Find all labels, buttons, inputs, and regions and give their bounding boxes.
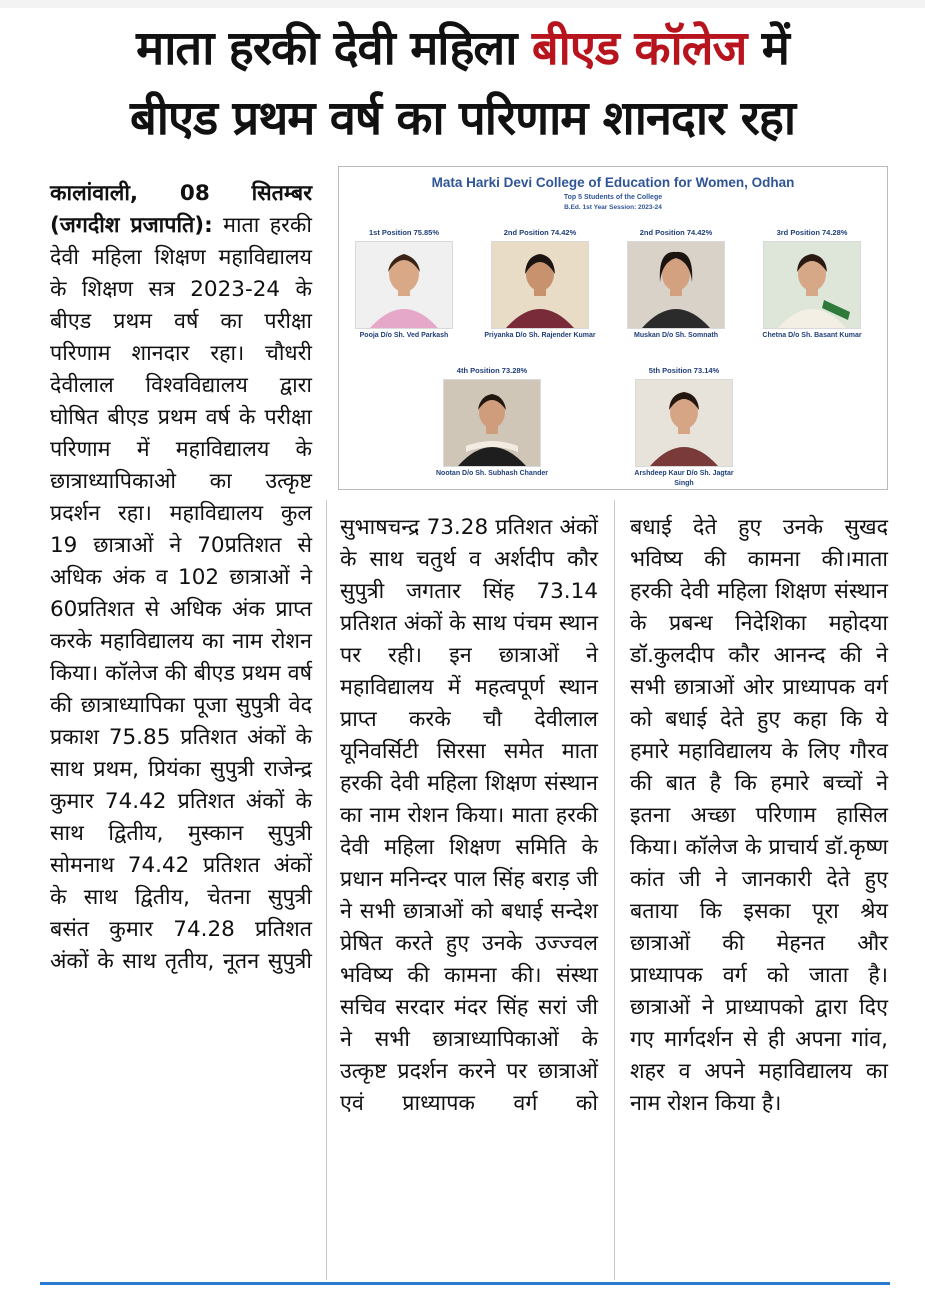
student-name: Nootan D/o Sh. Subhash Chander (435, 470, 548, 477)
photo-title: Mata Harki Devi College of Education for Women, Odhan (431, 175, 795, 190)
student-position: 4th Position 73.28% (456, 366, 528, 375)
student-position: 2nd Position 74.42% (639, 228, 713, 237)
student-card (625, 365, 743, 489)
student-photo (763, 241, 861, 329)
student-position: 5th Position 73.14% (648, 366, 720, 375)
dateline: कालांवाली, 08 सितम्बर (जगदीश प्रजापति): (50, 181, 312, 238)
article-column-3 (630, 512, 888, 1120)
student-name: Arshdeep Kaur D/o Sh. Jagtar Singh (634, 470, 734, 487)
student-name: Muskan D/o Sh. Somnath (633, 332, 718, 339)
student-portrait-svg (492, 242, 588, 328)
column-divider (614, 500, 615, 1280)
student-card (753, 227, 871, 341)
student-portrait-svg (356, 242, 452, 328)
student-photo (491, 241, 589, 329)
student-card (433, 365, 551, 479)
headline-line-1-red: बीएड कॉलेज (531, 21, 747, 76)
student-portrait-svg (628, 242, 724, 328)
student-portrait-svg (444, 380, 540, 466)
student-position: 1st Position 75.85% (368, 228, 440, 237)
student-card (617, 227, 735, 341)
article-text-3: बधाई देते हुए उनके सुखद भविष्य की कामना की।माता हरकी देवी महिला शिक्षण संस्थान के प्रबन्ध निदेशिका महोदया डॉ.कुलदीप कौर आनन्द की ने सभी छात्राओं ओर प्राध्यापक वर्ग को बधाई देते हुए कहा कि ये हमारे महाविद्यालय के लिए गौरव की बात है कि हमारे बच्चों ने इतना अच्छा परिणाम हासिल किया। कॉलेज के प्राचार्य डॉ.कृष्ण कांत जी ने जानकारी देते हुए बताया कि इसका पूरा श्रेय छात्राओं की मेहनत और प्राध्यापक वर्ग को जाता है। छात्राओं ने प्राध्यापको द्वारा दिए गए मार्गदर्शन से ही अपना गांव, शहर व अपने महाविद्यालय का नाम रोशन किया है। (630, 515, 888, 1116)
student-name: Pooja D/o Sh. Ved Parkash (359, 332, 449, 339)
student-position: 2nd Position 74.42% (503, 228, 577, 237)
student-card (345, 227, 463, 341)
student-position: 3rd Position 74.28% (776, 228, 848, 237)
student-photo (627, 241, 725, 329)
article-column-2 (340, 512, 598, 1120)
headline-line-1 (0, 14, 925, 84)
headline-line-1-black: माता हरकी देवी महिला (136, 21, 532, 76)
student-portrait-svg (764, 242, 860, 328)
column-divider (326, 500, 327, 1280)
article-text-2: सुभाषचन्द्र 73.28 प्रतिशत अंकों के साथ चतुर्थ व अर्शदीप कौर सुपुत्री जगतार सिंह 73.14 प्रतिशत अंकों के साथ पंचम स्थान पर रही। इन छात्राओं ने महाविद्यालय में महत्वपूर्ण स्थान प्राप्त करके चौ देवीलाल यूनिवर्सिटी सिरसा समेत माता हरकी देवी महिला शिक्षण संस्थान का नाम रोशन किया। माता हरकी देवी महिला शिक्षण समिति के प्रधान मनिन्दर पाल सिंह बराड़ जी ने सभी छात्राओं को बधाई सन्देश प्रेषित करते हुए उनके उज्ज्वल भविष्य की कामना की। संस्था सचिव सरदार मंदर सिंह सरां जी ने सभी छात्राध्यापिकाओं के उत्कृष्ट प्रदर्शन करने पर छात्राओं एवं प्राध्यापक वर्ग को (340, 515, 598, 1116)
headline-line-2: बीएड प्रथम वर्ष का परिणाम शानदार रहा (129, 91, 796, 146)
headline (0, 14, 925, 154)
article-column-1 (50, 178, 312, 978)
bottom-rule (40, 1282, 890, 1285)
photo-subtitle: Top 5 Students of the College (563, 194, 663, 201)
student-photo (443, 379, 541, 467)
student-name: Priyanka D/o Sh. Rajender Kumar (484, 332, 596, 339)
student-card (481, 227, 599, 341)
student-portrait-svg (636, 380, 732, 466)
student-photo (635, 379, 733, 467)
student-photo (355, 241, 453, 329)
college-toppers-photo (338, 166, 888, 490)
headline-line-1-end: में (746, 21, 789, 76)
article-text-1: माता हरकी देवी महिला शिक्षण महाविद्यालय के शिक्षण सत्र 2023-24 के बीएड प्रथम वर्ष का परीक्षा परिणाम शानदार रहा। चौधरी देवीलाल विश्वविद्यालय द्वारा घोषित बीएड प्रथम वर्ष के परीक्षा परिणाम में महाविद्यालय के छात्राध्यापिकाओ का उत्कृष्ट प्रदर्शन रहा। महाविद्यालय कुल 19 छात्राओं ने 70प्रतिशत से अधिक अंक व 102 छात्राओं ने 60प्रतिशत से अधिक अंक प्राप्त करके महाविद्यालय का नाम रोशन किया। कॉलेज की बीएड प्रथम वर्ष की छात्राध्यापिका पूजा सुपुत्री वेद प्रकाश 75.85 प्रतिशत अंकों के साथ प्रथम, प्रियंका सुपुत्री राजेन्द्र कुमार 74.42 प्रतिशत अंकों के साथ द्वितीय, मुस्कान सुपुत्री सोमनाथ 74.42 प्रतिशत अंकों के साथ द्वितीय, चेतना सुपुत्री बसंत कुमार 74.28 प्रतिशत अंकों के साथ तृतीय, नूतन सुपुत्री (50, 213, 312, 974)
page-top-strip (0, 0, 925, 8)
student-name: Chetna D/o Sh. Basant Kumar (762, 332, 862, 339)
photo-session: B.Ed. 1st Year Session: 2023-24 (564, 204, 662, 211)
